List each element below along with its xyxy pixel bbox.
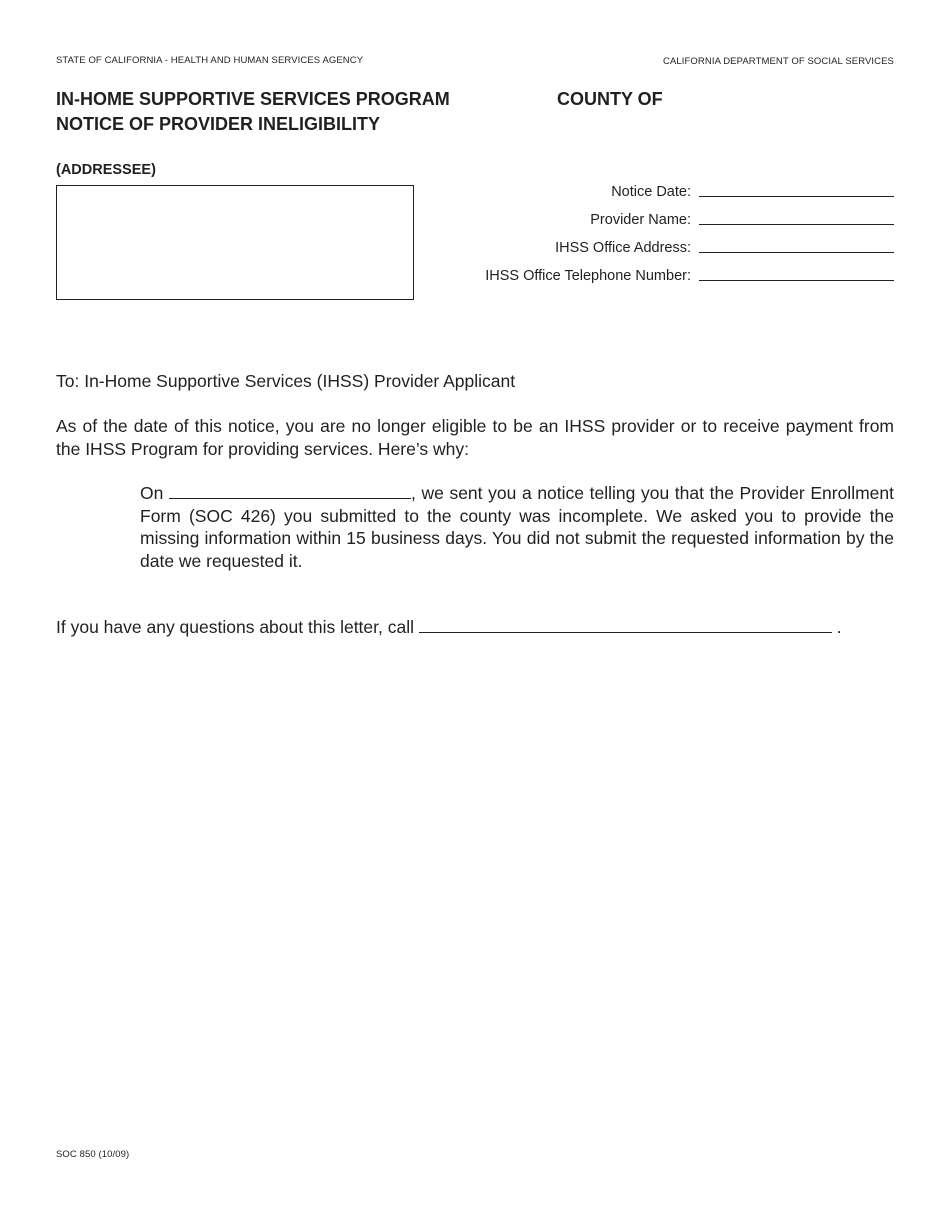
office-phone-line[interactable] — [699, 280, 894, 281]
provider-name-line[interactable] — [699, 224, 894, 225]
questions-end: . — [836, 617, 842, 637]
form-number: SOC 850 (10/09) — [56, 1149, 130, 1160]
addressee-label: (ADDRESSEE) — [56, 162, 156, 178]
department-header: CALIFORNIA DEPARTMENT OF SOCIAL SERVICES — [663, 56, 894, 67]
questions-line — [56, 616, 894, 639]
intro-paragraph: As of the date of this notice, you are no longer eligible to be an IHSS provider or to receive payment from the IHSS Program for providing services. Here’s why: — [56, 416, 894, 459]
reason-text: , we sent you a notice telling you that the Provider Enrollment Form (SOC 426) you submitted to the county was incomplete. We asked you to provide the missing information within 15 business days. You did not submit the requested information by the date we requested it. — [140, 483, 894, 571]
questions-phone-blank[interactable] — [419, 616, 832, 633]
title-line-1: IN-HOME SUPPORTIVE SERVICES PROGRAM — [56, 89, 450, 109]
reason-prefix: On — [140, 483, 164, 503]
office-address-label: IHSS Office Address: — [555, 240, 691, 256]
county-label: COUNTY OF — [557, 89, 663, 109]
form-title — [56, 87, 450, 137]
questions-text: If you have any questions about this letter, call — [56, 617, 414, 637]
office-address-line[interactable] — [699, 252, 894, 253]
office-phone-label: IHSS Office Telephone Number: — [485, 268, 691, 284]
title-line-2: NOTICE OF PROVIDER INELIGIBILITY — [56, 114, 381, 134]
provider-name-field[interactable] — [440, 208, 894, 228]
notice-date-field[interactable] — [440, 180, 894, 200]
notice-date-label: Notice Date: — [611, 184, 691, 200]
addressee-box[interactable] — [56, 185, 414, 300]
notice-date-line[interactable] — [699, 196, 894, 197]
provider-name-label: Provider Name: — [590, 212, 691, 228]
to-line: To: In-Home Supportive Services (IHSS) Provider Applicant — [56, 371, 516, 391]
office-phone-field[interactable] — [440, 264, 894, 284]
agency-header: STATE OF CALIFORNIA - HEALTH AND HUMAN SERVICES AGENCY — [56, 55, 364, 66]
office-address-field[interactable] — [440, 236, 894, 256]
reason-date-blank[interactable] — [169, 482, 411, 499]
reason-paragraph — [140, 482, 894, 572]
